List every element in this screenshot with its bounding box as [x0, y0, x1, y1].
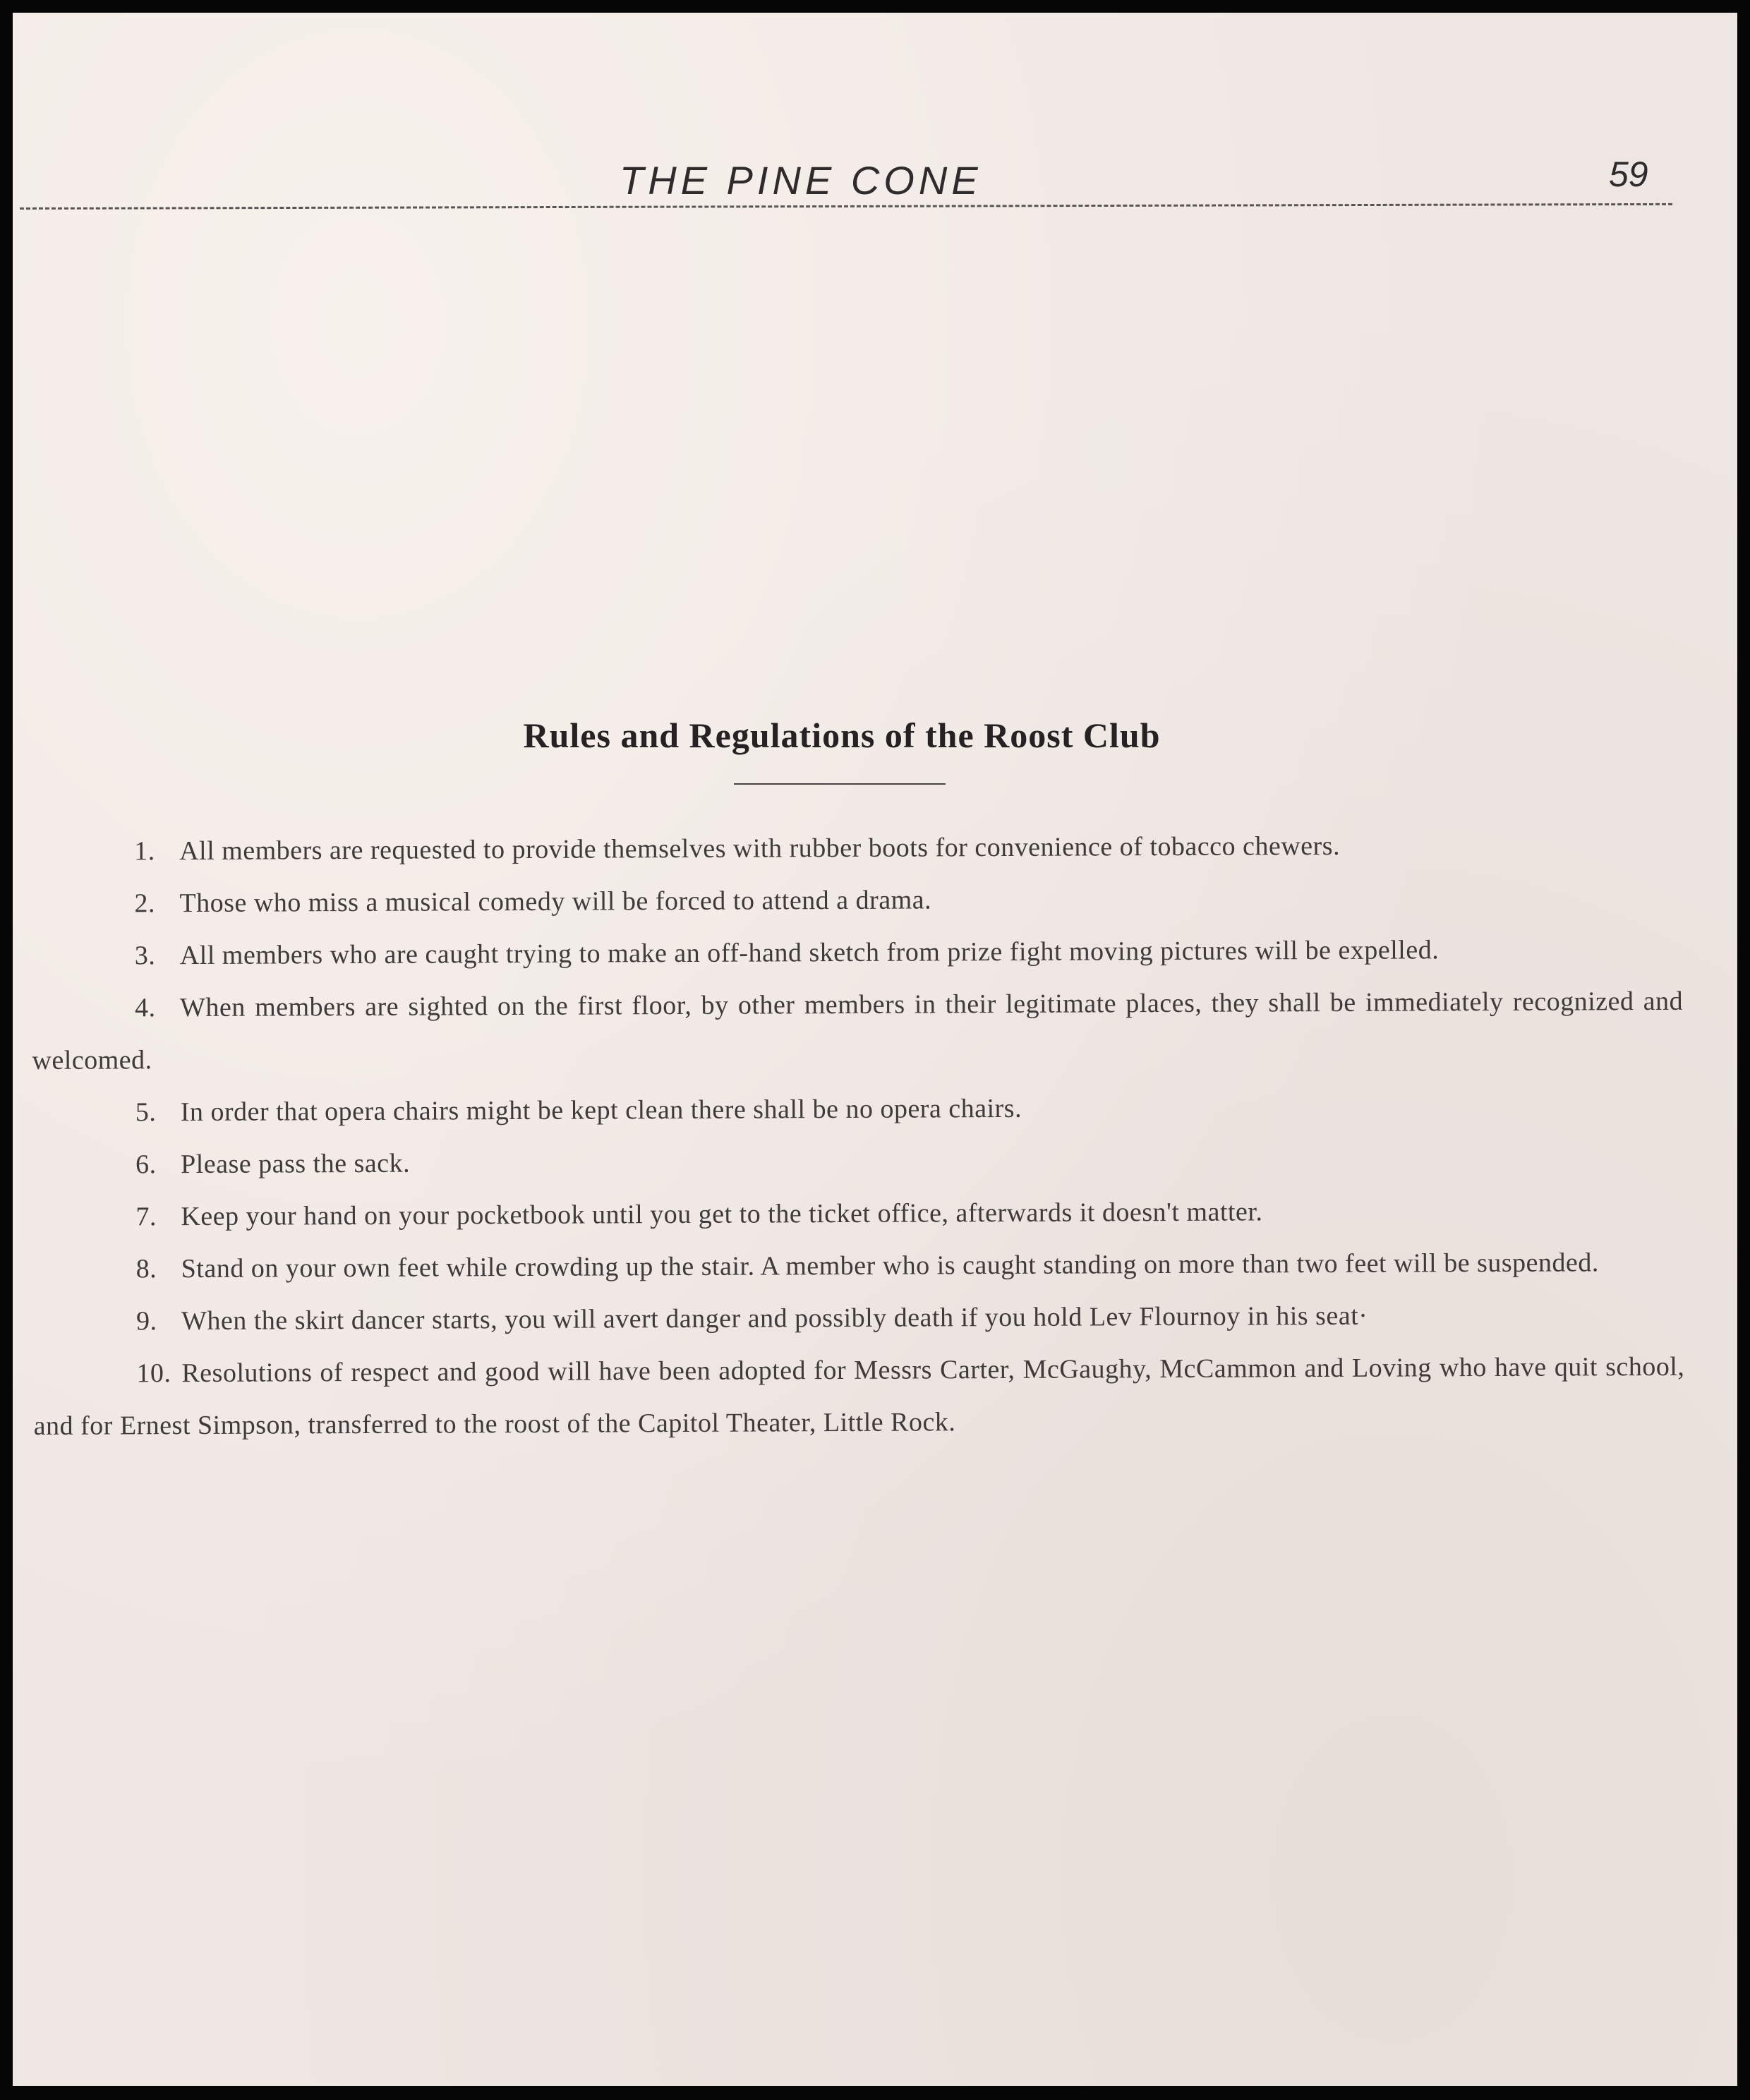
rule-text: Please pass the sack. [181, 1148, 411, 1180]
rule-item [33, 1289, 1684, 1348]
rule-number: 1. [134, 836, 155, 867]
rules-list [31, 819, 1685, 1452]
page-number: 59 [1609, 155, 1648, 194]
rule-text: All members are requested to provide themselves with rubber boots for convenience of tobacco chewers. [179, 831, 1341, 867]
rule-number: 5. [135, 1097, 157, 1128]
rule-text: Those who miss a musical comedy will be forced to attend a drama. [179, 885, 932, 919]
rule-number: 9. [135, 1306, 157, 1336]
rule-text: When members are sighted on the first floor, by other members in their legitimate places, they shall be immediately recognized and welcomed. [32, 986, 1684, 1075]
rule-item [32, 923, 1683, 982]
heading-divider [734, 783, 946, 785]
rule-item [32, 1080, 1684, 1139]
article-heading: Rules and Regulations of the Roost Club [523, 716, 1161, 755]
rule-number: 7. [135, 1202, 157, 1232]
rule-number: 10. [136, 1358, 171, 1389]
rule-text: In order that opera chairs might be kept clean there shall be no opera chairs. [180, 1093, 1022, 1128]
running-header-title: THE PINE CONE [620, 158, 982, 203]
rule-item [32, 1132, 1684, 1191]
rule-item [33, 1341, 1685, 1452]
rule-number: 4. [135, 993, 156, 1023]
rule-item [32, 975, 1684, 1087]
document-page [13, 13, 1737, 2086]
rule-number: 8. [135, 1254, 157, 1284]
rule-number: 6. [135, 1149, 157, 1180]
rule-text: Keep your hand on your pocketbook until you get to the ticket office, afterwards it doesn't matter. [181, 1197, 1263, 1232]
rule-text: When the skirt dancer starts, you will avert danger and possibly death if you hold Lev Flournoy in his seat· [181, 1301, 1368, 1336]
rule-item [33, 1236, 1684, 1296]
rule-item [31, 871, 1682, 930]
rule-item [32, 1184, 1684, 1243]
rule-item [31, 819, 1682, 878]
rule-number: 3. [134, 941, 156, 971]
rule-text: Stand on your own feet while crowding up the stair. A member who is caught standing on more than two feet will be suspended. [181, 1248, 1599, 1284]
rule-number: 2. [134, 888, 156, 919]
rule-text: All members who are caught trying to make an off-hand sketch from prize fight moving pictures will be expelled. [179, 935, 1440, 971]
rule-text: Resolutions of respect and good will have been adopted for Messrs Carter, McGaughy, McCammon and Loving who have quit school, and for Ernest Simpson, transferred to the roost of the Capitol Theater, Little Rock. [33, 1351, 1685, 1441]
header-divider [20, 203, 1672, 210]
